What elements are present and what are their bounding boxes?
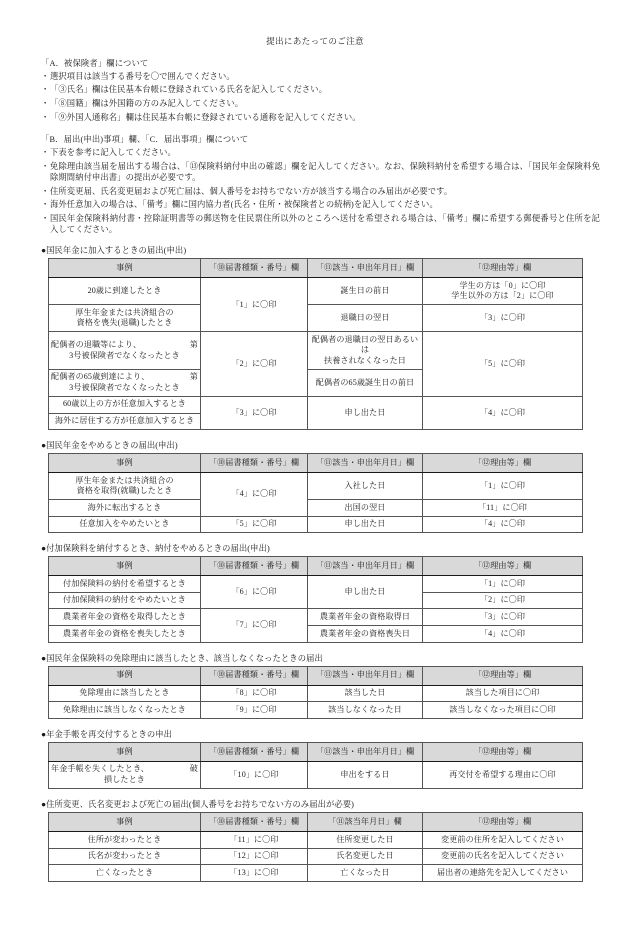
table-column-header: 「⑪該当・申出年月日」欄 bbox=[308, 259, 423, 278]
table-cell-case bbox=[49, 848, 201, 865]
table-cell-case bbox=[49, 576, 201, 593]
note-item-text: 「③氏名」欄は住民基本台帳に登録されている氏名を記入してください。 bbox=[50, 85, 328, 95]
note-item-text: 「⑧国籍」欄は外国籍の方のみ記入してください。 bbox=[50, 98, 244, 108]
table-column-header: 「⑫理由等」欄 bbox=[423, 557, 583, 576]
table-row bbox=[49, 832, 583, 849]
note-item bbox=[41, 199, 600, 210]
table-cell-case-line: 海外に転出するとき bbox=[87, 502, 162, 512]
bullet-icon: ・ bbox=[41, 71, 50, 81]
table-cell-date bbox=[308, 396, 423, 429]
note-item-text: 海外任意加入の場合は、「備考」欄に国内協力者(氏名・住所・被保険者との続柄)を記入してください。 bbox=[50, 200, 438, 210]
table-header-row bbox=[49, 666, 583, 685]
table-column-header: 「⑫理由等」欄 bbox=[423, 813, 583, 832]
table-cell-case bbox=[49, 592, 201, 609]
table-cell-date bbox=[308, 685, 423, 702]
table-cell-reason-line: 「3」に〇印 bbox=[479, 313, 526, 323]
table-cell-date-line: 該当しなくなった日 bbox=[328, 704, 402, 714]
reference-table bbox=[48, 258, 583, 430]
table-cell-case bbox=[49, 332, 201, 370]
table-cell-doc-type: 「9」に〇印 bbox=[201, 702, 308, 719]
table-cell-date bbox=[308, 332, 423, 370]
table-column-header: 「⑪該当・申出年月日」欄 bbox=[308, 742, 423, 761]
table-cell-date bbox=[308, 702, 423, 719]
bullet-icon: ・ bbox=[41, 98, 50, 108]
table-cell-date-line: 配偶者の65歳誕生日の前日 bbox=[315, 377, 415, 387]
note-item-text: 「⑨外国人通称名」欄は住民基本台帳に登録されている通称を記入してください。 bbox=[50, 112, 361, 122]
note-item bbox=[41, 98, 600, 109]
table-cell-date-line: 住所変更した日 bbox=[336, 834, 394, 844]
table-cell-case-segment: 第 bbox=[189, 372, 198, 382]
note-item-text: 選択項目は該当する番号を〇で囲んでください。 bbox=[50, 71, 235, 81]
table-cell-case bbox=[49, 626, 201, 643]
table-cell-date-line: 配偶者の退職日の翌日あるいは bbox=[311, 334, 419, 355]
table-cell-case-line: 免除理由に該当しなくなったとき bbox=[63, 704, 186, 714]
table-cell-case-line: 60歳以上の方が任意加入するとき bbox=[62, 399, 186, 409]
table-row bbox=[49, 848, 583, 865]
table-cell-reason bbox=[423, 305, 583, 332]
table-cell-reason bbox=[423, 609, 583, 626]
notes-gap bbox=[41, 125, 600, 134]
table-cell-date-line: 農業者年金の資格取得日 bbox=[319, 611, 411, 621]
table-cell-case-line: 付加保険料の納付をやめたいとき bbox=[63, 595, 186, 605]
notes-section bbox=[0, 58, 630, 236]
table-cell-date-line: 申し出た日 bbox=[344, 407, 386, 417]
table-cell-reason bbox=[423, 396, 583, 429]
bullet-icon: ・ bbox=[41, 213, 50, 223]
table-column-header: 「⑫理由等」欄 bbox=[423, 742, 583, 761]
table-cell-date-line: 申し出た日 bbox=[344, 519, 386, 529]
table-cell-reason bbox=[423, 865, 583, 882]
table-row bbox=[49, 626, 583, 643]
note-item bbox=[41, 147, 600, 158]
table-section-label: ●住所変更、氏名変更および死亡の届出(個人番号をお持ちでない方のみ届出が必要) bbox=[41, 799, 355, 809]
table-cell-reason bbox=[423, 685, 583, 702]
table-cell-date-line: 氏名変更した日 bbox=[336, 851, 394, 861]
reference-table bbox=[48, 556, 583, 642]
table-cell-doc-type: 「6」に〇印 bbox=[201, 576, 308, 609]
table-cell-reason bbox=[423, 278, 583, 305]
table-column-header: 事例 bbox=[49, 742, 201, 761]
table-cell-date bbox=[308, 500, 423, 517]
table-cell-case bbox=[49, 278, 201, 305]
table-cell-reason bbox=[423, 473, 583, 500]
table-cell-date bbox=[308, 473, 423, 500]
table-column-header: 「⑪該当・申出年月日」欄 bbox=[308, 454, 423, 473]
table-cell-reason-line: 「5」に〇印 bbox=[479, 358, 526, 368]
table-section-label: ●付加保険料を納付するとき、納付をやめるときの届出(申出) bbox=[41, 544, 270, 554]
table-row bbox=[49, 576, 583, 593]
table-row bbox=[49, 865, 583, 882]
table-cell-case-segment: 年金手帳を失くしたとき、 bbox=[51, 764, 150, 774]
table-cell-doc-type: 「5」に〇印 bbox=[201, 516, 308, 533]
table-cell-case bbox=[49, 396, 201, 413]
table-cell-reason bbox=[423, 500, 583, 517]
table-cell-reason-line: 該当した項目に〇印 bbox=[465, 688, 540, 698]
table-cell-date-line: 申し出た日 bbox=[344, 587, 386, 597]
table-cell-date bbox=[308, 516, 423, 533]
table-row bbox=[49, 278, 583, 305]
bullet-icon: ・ bbox=[41, 200, 50, 210]
table-row bbox=[49, 609, 583, 626]
table-cell-reason-line: 学生の方は「0」に〇印 bbox=[459, 280, 546, 290]
table-cell-reason bbox=[423, 832, 583, 849]
table-cell-case-line: 損したとき bbox=[104, 774, 145, 784]
table-cell-case bbox=[49, 832, 201, 849]
table-cell-reason-line: 「1」に〇印 bbox=[479, 578, 526, 588]
table-cell-date bbox=[308, 865, 423, 882]
table-cell-date bbox=[308, 848, 423, 865]
note-heading: 「A．被保険者」欄について bbox=[41, 58, 149, 68]
table-column-header: 事例 bbox=[49, 813, 201, 832]
table-section-label: ●国民年金をやめるときの届出(申出) bbox=[41, 441, 178, 451]
note-item bbox=[41, 84, 600, 95]
table-cell-case bbox=[49, 761, 201, 788]
table-cell-case-line bbox=[51, 372, 198, 383]
note-item-text: 国民年金保険料納付書・控除証明書等の郵送物を住民票住所以外のところへ送付を希望される場合は、「備考」欄に希望する郵便番号と住所を記入してください。 bbox=[50, 213, 600, 234]
bullet-icon: ・ bbox=[41, 161, 50, 171]
table-column-header: 「⑩届書種類・番号」欄 bbox=[201, 742, 308, 761]
table-column-header: 「⑩届書種類・番号」欄 bbox=[201, 454, 308, 473]
table-header-row bbox=[49, 813, 583, 832]
table-row bbox=[49, 305, 583, 332]
note-item bbox=[41, 213, 600, 235]
table-column-header: 事例 bbox=[49, 259, 201, 278]
table-column-header: 「⑫理由等」欄 bbox=[423, 666, 583, 685]
table-cell-case-line: 氏名が変わったとき bbox=[87, 851, 162, 861]
table-cell-reason-line: 変更前の氏名を記入してください bbox=[441, 851, 564, 861]
table-section-label: ●年金手帳を再交付するときの申出 bbox=[41, 729, 173, 739]
table-cell-date bbox=[308, 832, 423, 849]
table-cell-case-segment: 配偶者の65歳到達により、 bbox=[51, 372, 150, 382]
table-cell-case-line: 資格を取得(就職)したとき bbox=[76, 486, 173, 496]
reference-table bbox=[48, 742, 583, 789]
table-column-header: 事例 bbox=[49, 666, 201, 685]
table-cell-case-line: 付加保険料の納付を希望するとき bbox=[63, 578, 186, 588]
table-cell-case-line: 20歳に到達したとき bbox=[87, 286, 162, 296]
bullet-icon: ・ bbox=[41, 186, 50, 196]
bullet-icon: ・ bbox=[41, 85, 50, 95]
table-cell-date-line: 申出をする日 bbox=[340, 769, 390, 779]
page-title: 提出にあたってのご注意 bbox=[266, 36, 364, 46]
table-cell-reason-line: 「2」に〇印 bbox=[479, 595, 526, 605]
table-row bbox=[49, 396, 583, 413]
table-cell-case bbox=[49, 413, 201, 430]
table-cell-reason-line: 「4」に〇印 bbox=[479, 519, 526, 529]
table-header-row bbox=[49, 259, 583, 278]
table-cell-reason bbox=[423, 848, 583, 865]
note-item bbox=[41, 161, 600, 183]
table-cell-reason bbox=[423, 592, 583, 609]
table-cell-reason bbox=[423, 702, 583, 719]
table-cell-doc-type: 「8」に〇印 bbox=[201, 685, 308, 702]
table-column-header: 「⑩届書種類・番号」欄 bbox=[201, 259, 308, 278]
table-header-row bbox=[49, 742, 583, 761]
table-cell-case bbox=[49, 516, 201, 533]
table-cell-date-line: 農業者年金の資格喪失日 bbox=[319, 628, 411, 638]
table-cell-reason bbox=[423, 626, 583, 643]
table-column-header: 「⑩届書種類・番号」欄 bbox=[201, 666, 308, 685]
table-cell-date-line: 入社した日 bbox=[344, 480, 386, 490]
table-column-header: 「⑪該当・申出年月日」欄 bbox=[308, 666, 423, 685]
table-column-header: 「⑩届書種類・番号」欄 bbox=[201, 813, 308, 832]
table-cell-doc-type: 「11」に〇印 bbox=[201, 832, 308, 849]
note-heading: 「B．届出(申出)事項」欄、「C．届出事項」欄について bbox=[41, 135, 249, 145]
table-cell-date-line: 退職日の翌日 bbox=[340, 313, 390, 323]
table-column-header: 「⑫理由等」欄 bbox=[423, 454, 583, 473]
table-cell-date-line: 出国の翌日 bbox=[344, 502, 386, 512]
table-cell-reason-line: 変更前の住所を記入してください bbox=[441, 834, 564, 844]
table-cell-case-segment: 第 bbox=[189, 340, 198, 350]
table-column-header: 「⑪該当・申出年月日」欄 bbox=[308, 557, 423, 576]
table-cell-doc-type: 「2」に〇印 bbox=[201, 332, 308, 397]
table-cell-case bbox=[49, 685, 201, 702]
table-cell-case-line: 亡くなったとき bbox=[95, 867, 154, 877]
table-row bbox=[49, 761, 583, 788]
table-cell-doc-type: 「10」に〇印 bbox=[201, 761, 308, 788]
note-item-text: 下表を参考に記入してください。 bbox=[50, 148, 176, 158]
table-cell-case-line: 厚生年金または共済組合の bbox=[75, 475, 174, 485]
reference-table bbox=[48, 666, 583, 719]
table-cell-date bbox=[308, 576, 423, 609]
table-cell-case-line: 3号被保険者でなくなったとき bbox=[69, 350, 180, 360]
table-row bbox=[49, 473, 583, 500]
table-header-row bbox=[49, 454, 583, 473]
table-cell-reason-line: 「4」に〇印 bbox=[479, 407, 526, 417]
table-column-header: 「⑫理由等」欄 bbox=[423, 259, 583, 278]
table-cell-case bbox=[49, 369, 201, 396]
table-column-header: 「⑩届書種類・番号」欄 bbox=[201, 557, 308, 576]
table-cell-case-line: 免除理由に該当したとき bbox=[79, 688, 170, 698]
table-cell-doc-type: 「4」に〇印 bbox=[201, 473, 308, 517]
table-cell-date-line: 扶養されなくなった日 bbox=[324, 355, 406, 365]
table-cell-reason bbox=[423, 332, 583, 397]
table-cell-doc-type: 「7」に〇印 bbox=[201, 609, 308, 642]
table-row bbox=[49, 516, 583, 533]
table-cell-doc-type: 「13」に〇印 bbox=[201, 865, 308, 882]
table-cell-case bbox=[49, 500, 201, 517]
reference-table bbox=[48, 812, 583, 882]
table-row bbox=[49, 332, 583, 370]
table-cell-case-segment: 配偶者の退職等により、 bbox=[51, 340, 142, 350]
table-cell-case bbox=[49, 702, 201, 719]
table-cell-case-line: 農業者年金の資格を喪失したとき bbox=[63, 628, 186, 638]
table-cell-case-line bbox=[51, 340, 198, 351]
table-cell-date-line: 亡くなった日 bbox=[340, 867, 390, 877]
table-header-row bbox=[49, 557, 583, 576]
table-column-header: 「⑪該当年月日」欄 bbox=[308, 813, 423, 832]
table-column-header: 事例 bbox=[49, 454, 201, 473]
table-row bbox=[49, 500, 583, 517]
table-row bbox=[49, 685, 583, 702]
table-cell-doc-type: 「12」に〇印 bbox=[201, 848, 308, 865]
table-cell-date bbox=[308, 609, 423, 626]
note-item bbox=[41, 112, 600, 123]
table-column-header: 事例 bbox=[49, 557, 201, 576]
table-cell-case-line bbox=[51, 764, 198, 775]
table-cell-date bbox=[308, 278, 423, 305]
bullet-icon: ・ bbox=[41, 112, 50, 122]
note-item bbox=[41, 71, 600, 82]
table-cell-reason-line: 「3」に〇印 bbox=[479, 611, 526, 621]
table-cell-date bbox=[308, 761, 423, 788]
table-cell-reason bbox=[423, 516, 583, 533]
table-cell-case-line: 3号被保険者でなくなったとき bbox=[69, 382, 180, 392]
table-cell-date bbox=[308, 626, 423, 643]
table-cell-case-line: 海外に居住する方が任意加入するとき bbox=[54, 416, 195, 425]
table-cell-reason bbox=[423, 576, 583, 593]
table-cell-case-line: 任意加入をやめたいとき bbox=[79, 519, 170, 529]
table-cell-date-line: 誕生日の前日 bbox=[340, 286, 390, 296]
reference-table bbox=[48, 453, 583, 533]
table-cell-reason-line: 学生以外の方は「2」に〇印 bbox=[451, 291, 554, 301]
table-cell-reason-line: 再交付を希望する理由に〇印 bbox=[449, 769, 556, 779]
table-cell-case-line: 厚生年金または共済組合の bbox=[75, 307, 174, 317]
table-section-label: ●国民年金保険料の免除理由に該当したとき、該当しなくなったときの届出 bbox=[41, 653, 323, 663]
table-cell-case-line: 資格を喪失(退職)したとき bbox=[76, 318, 173, 328]
table-cell-case bbox=[49, 609, 201, 626]
table-cell-reason bbox=[423, 761, 583, 788]
table-cell-reason-line: 該当しなくなった項目に〇印 bbox=[449, 704, 556, 714]
table-row bbox=[49, 702, 583, 719]
table-cell-date bbox=[308, 369, 423, 396]
table-cell-case bbox=[49, 473, 201, 500]
table-cell-reason-line: 「4」に〇印 bbox=[479, 628, 526, 638]
table-cell-reason-line: 「1」に〇印 bbox=[479, 480, 526, 490]
note-item bbox=[41, 186, 600, 197]
table-cell-case bbox=[49, 305, 201, 332]
tables-section bbox=[0, 245, 630, 882]
table-cell-doc-type: 「1」に〇印 bbox=[201, 278, 308, 332]
note-item-text: 免除理由該当届を届出する場合は、「⑬保険料納付申出の確認」欄を記入してください。なお、保険料納付を希望する場合は、「国民年金保険料免除期間納付申出書」の提出が必要です。 bbox=[50, 161, 600, 183]
table-cell-date-line: 該当した日 bbox=[344, 688, 386, 698]
table-cell-case bbox=[49, 865, 201, 882]
document-page bbox=[0, 36, 630, 948]
table-cell-doc-type: 「3」に〇印 bbox=[201, 396, 308, 429]
table-cell-date bbox=[308, 305, 423, 332]
table-cell-case-line: 農業者年金の資格を取得したとき bbox=[63, 611, 186, 621]
table-cell-case-segment: 破 bbox=[189, 764, 198, 774]
table-cell-case-line: 住所が変わったとき bbox=[87, 834, 162, 844]
table-section-label: ●国民年金に加入するときの届出(申出) bbox=[41, 246, 187, 256]
table-cell-reason-line: 届出者の連絡先を記入してください bbox=[436, 867, 569, 877]
table-cell-reason-line: 「11」に〇印 bbox=[478, 502, 527, 512]
bullet-icon: ・ bbox=[41, 148, 50, 158]
note-item-text: 住所変更届、氏名変更届および死亡届は、個人番号をお持ちでない方が該当する場合のみ届出が必要です。 bbox=[50, 186, 453, 196]
